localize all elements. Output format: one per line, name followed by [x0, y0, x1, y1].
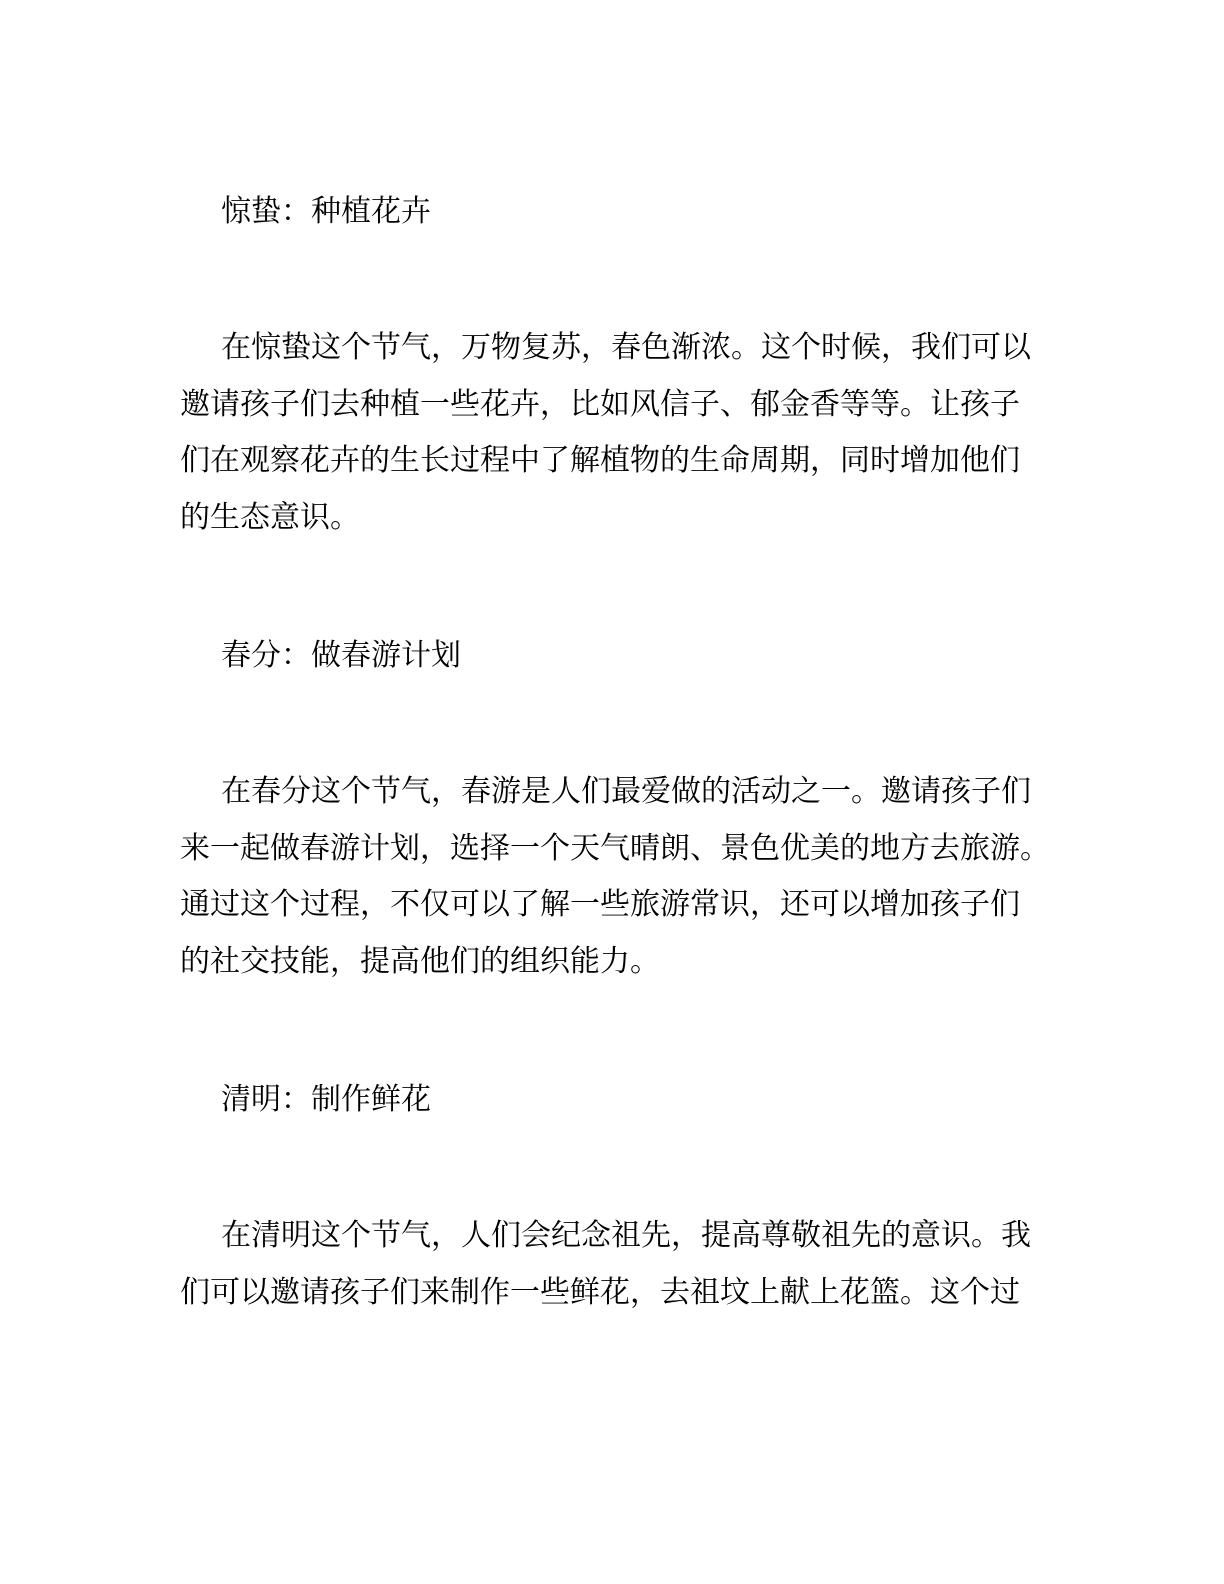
paragraph-line: 们可以邀请孩子们来制作一些鲜花，去祖坟上献上花篮。这个过	[180, 1274, 1020, 1310]
section-paragraph	[180, 320, 1060, 546]
section-paragraph	[180, 1208, 1060, 1321]
section-heading: 春分：做春游计划	[221, 638, 461, 673]
section-heading: 惊蛰：种植花卉	[221, 194, 431, 229]
paragraph-line: 的生态意识。	[180, 499, 360, 535]
paragraph-line: 通过这个过程，不仅可以了解一些旅游常识，还可以增加孩子们	[180, 887, 1020, 922]
paragraph-line: 在惊蛰这个节气，万物复苏，春色渐浓。这个时候，我们可以	[221, 330, 1031, 365]
paragraph-line: 来一起做春游计划，选择一个天气晴朗、景色优美的地方去旅游。	[180, 830, 1050, 866]
paragraph-line: 邀请孩子们去种植一些花卉，比如风信子、郁金香等等。让孩子	[180, 386, 1020, 422]
paragraph-line: 在清明这个节气，人们会纪念祖先，提高尊敬祖先的意识。我	[221, 1218, 1031, 1253]
section-paragraph	[180, 764, 1060, 990]
paragraph-line: 们在观察花卉的生长过程中了解植物的生命周期，同时增加他们	[180, 443, 1020, 478]
section-heading: 清明：制作鲜花	[221, 1082, 431, 1117]
paragraph-line: 在春分这个节气，春游是人们最爱做的活动之一。邀请孩子们	[221, 774, 1031, 809]
paragraph-line: 的社交技能，提高他们的组织能力。	[180, 943, 660, 979]
